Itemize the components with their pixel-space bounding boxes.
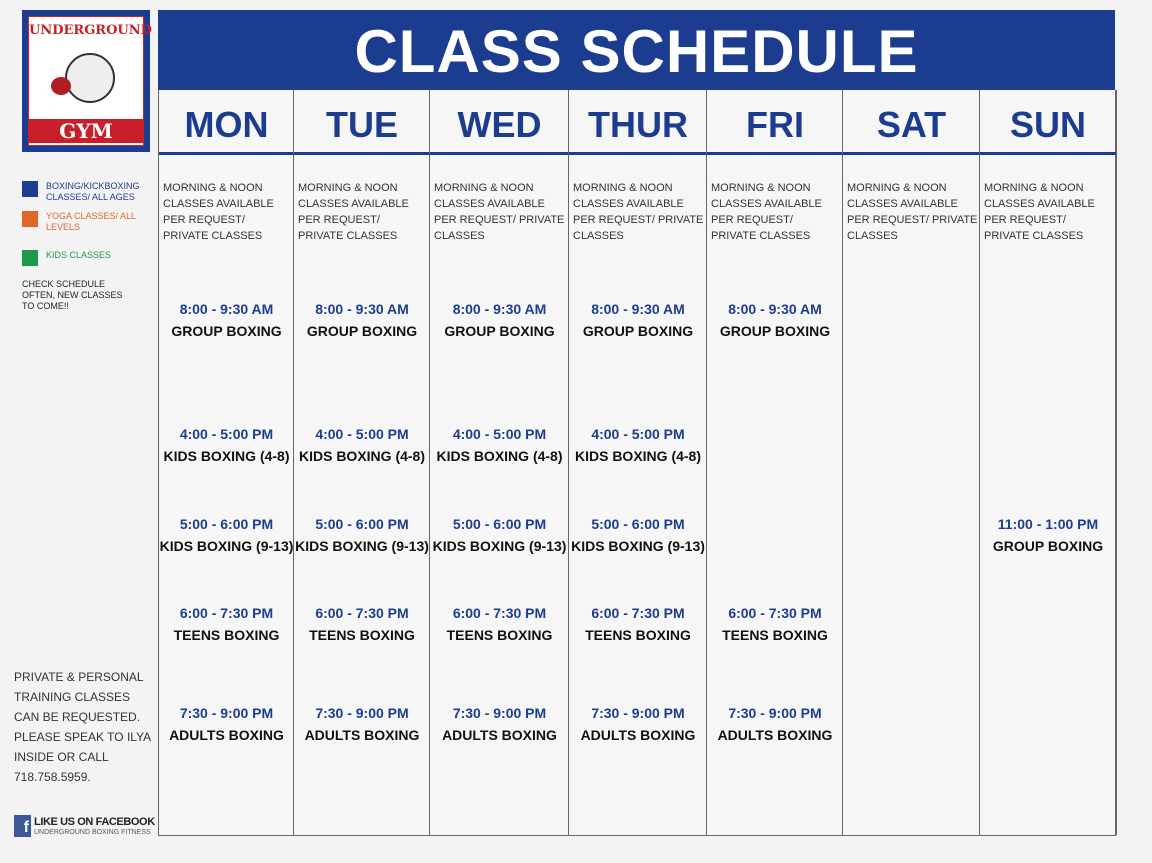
bear-icon bbox=[65, 53, 115, 103]
class-entry bbox=[294, 702, 430, 746]
class-time: 6:00 - 7:30 PM bbox=[179, 605, 274, 621]
legend-swatch bbox=[22, 211, 38, 227]
class-name: KIDS BOXING (4-8) bbox=[574, 448, 701, 464]
class-time: 4:00 - 5:00 PM bbox=[315, 426, 409, 442]
boxing-glove-icon bbox=[51, 77, 71, 95]
class-time: 7:30 - 9:00 PM bbox=[728, 705, 822, 721]
class-time: 7:30 - 9:00 PM bbox=[179, 705, 274, 721]
class-time: 6:00 - 7:30 PM bbox=[728, 605, 822, 621]
class-name: GROUP BOXING bbox=[306, 323, 418, 339]
facebook-icon: f bbox=[14, 815, 31, 837]
class-entry bbox=[294, 423, 430, 467]
day-column-mon bbox=[158, 90, 294, 835]
class-time: 5:00 - 6:00 PM bbox=[591, 516, 685, 532]
class-name: GROUP BOXING bbox=[719, 323, 831, 339]
class-entry bbox=[569, 513, 707, 557]
class-time: 6:00 - 7:30 PM bbox=[591, 605, 685, 621]
day-column-thur bbox=[568, 90, 707, 835]
class-time: 7:30 - 9:00 PM bbox=[591, 705, 685, 721]
class-entry bbox=[707, 298, 843, 342]
logo-bottom-text: GYM bbox=[29, 119, 143, 143]
check-schedule-note: CHECK SCHEDULE OFTEN, NEW CLASSES TO COME!! bbox=[22, 279, 123, 311]
class-name: KIDS BOXING (4-8) bbox=[163, 448, 290, 464]
day-header: SUN bbox=[980, 90, 1116, 155]
morning-classes-note: MORNING & NOON CLASSES AVAILABLE PER REQUEST/ PRIVATE CLASSES bbox=[434, 182, 565, 242]
class-time: 11:00 - 1:00 PM bbox=[997, 516, 1099, 532]
legend-label: YOGA CLASSES/ ALL LEVELS bbox=[46, 211, 136, 232]
class-name: TEENS BOXING bbox=[722, 627, 828, 643]
class-entry bbox=[159, 423, 294, 467]
class-entry bbox=[980, 513, 1116, 557]
day-header: TUE bbox=[294, 90, 430, 155]
class-entry bbox=[159, 602, 294, 646]
schedule-grid bbox=[158, 90, 1116, 836]
morning-classes-note: MORNING & NOON CLASSES AVAILABLE PER REQUEST/ PRIVATE CLASSES bbox=[573, 182, 704, 242]
class-time: 6:00 - 7:30 PM bbox=[452, 605, 547, 621]
class-entry bbox=[159, 513, 294, 557]
class-name: KIDS BOXING (9-13) bbox=[295, 538, 429, 554]
class-name: GROUP BOXING bbox=[582, 323, 694, 339]
class-time: 7:30 - 9:00 PM bbox=[452, 705, 547, 721]
class-name: KIDS BOXING (9-13) bbox=[571, 538, 705, 554]
class-entry bbox=[569, 702, 707, 746]
class-entry bbox=[569, 602, 707, 646]
class-name: TEENS BOXING bbox=[173, 627, 280, 643]
class-entry bbox=[569, 423, 707, 467]
class-entry bbox=[707, 702, 843, 746]
class-time: 5:00 - 6:00 PM bbox=[452, 516, 547, 532]
class-name: ADULTS BOXING bbox=[304, 727, 420, 743]
class-time: 8:00 - 9:30 AM bbox=[452, 301, 547, 317]
class-name: KIDS BOXING (9-13) bbox=[159, 538, 294, 554]
class-entry bbox=[430, 702, 569, 746]
class-name: KIDS BOXING (4-8) bbox=[436, 448, 563, 464]
morning-classes-note: MORNING & NOON CLASSES AVAILABLE PER REQUEST/ PRIVATE CLASSES bbox=[847, 182, 978, 242]
class-name: TEENS BOXING bbox=[309, 627, 415, 643]
class-entry bbox=[159, 298, 294, 342]
facebook-title: LIKE US ON FACEBOOK bbox=[34, 816, 155, 828]
day-header: FRI bbox=[707, 90, 843, 155]
class-name: GROUP BOXING bbox=[444, 323, 555, 339]
legend-swatch bbox=[22, 181, 38, 197]
day-header: SAT bbox=[843, 90, 980, 155]
class-entry bbox=[569, 298, 707, 342]
class-entry bbox=[707, 602, 843, 646]
morning-classes-note: MORNING & NOON CLASSES AVAILABLE PER REQUEST/ PRIVATE CLASSES bbox=[163, 182, 274, 242]
private-training-note: PRIVATE & PERSONAL TRAINING CLASSES CAN BE REQUESTED. PLEASE SPEAK TO ILYA INSIDE OR CALL 718.758.5959. bbox=[14, 670, 151, 784]
class-name: KIDS BOXING (9-13) bbox=[432, 538, 567, 554]
day-column-sat bbox=[842, 90, 980, 835]
day-column-fri bbox=[706, 90, 843, 835]
class-time: 5:00 - 6:00 PM bbox=[315, 516, 409, 532]
legend-item bbox=[22, 211, 162, 235]
facebook-link[interactable] bbox=[14, 815, 154, 841]
day-column-sun bbox=[979, 90, 1117, 835]
morning-classes-note: MORNING & NOON CLASSES AVAILABLE PER REQUEST/ PRIVATE CLASSES bbox=[711, 182, 822, 242]
class-name: TEENS BOXING bbox=[585, 627, 691, 643]
class-name: TEENS BOXING bbox=[446, 627, 553, 643]
class-time: 4:00 - 5:00 PM bbox=[452, 426, 547, 442]
class-time: 8:00 - 9:30 AM bbox=[179, 301, 274, 317]
legend-label: BOXING/KICKBOXING CLASSES/ ALL AGES bbox=[46, 181, 140, 202]
class-time: 8:00 - 9:30 AM bbox=[591, 301, 685, 317]
class-entry bbox=[294, 513, 430, 557]
class-entry bbox=[159, 702, 294, 746]
day-header: THUR bbox=[569, 90, 707, 155]
day-header: WED bbox=[430, 90, 569, 155]
morning-classes-note: MORNING & NOON CLASSES AVAILABLE PER REQUEST/ PRIVATE CLASSES bbox=[984, 182, 1095, 242]
legend-item bbox=[22, 250, 162, 274]
class-entry bbox=[430, 513, 569, 557]
class-entry bbox=[294, 298, 430, 342]
class-time: 8:00 - 9:30 AM bbox=[728, 301, 822, 317]
legend-label: KIDS CLASSES bbox=[46, 250, 112, 260]
class-time: 4:00 - 5:00 PM bbox=[179, 426, 274, 442]
logo-top-text: UNDERGROUND bbox=[29, 23, 152, 38]
class-name: ADULTS BOXING bbox=[169, 727, 284, 743]
legend-item bbox=[22, 181, 162, 205]
day-column-wed bbox=[429, 90, 569, 835]
gym-logo bbox=[22, 10, 150, 152]
page-title: CLASS SCHEDULE bbox=[158, 10, 1115, 90]
class-name: KIDS BOXING (4-8) bbox=[298, 448, 425, 464]
class-name: GROUP BOXING bbox=[992, 538, 1104, 554]
legend-swatch bbox=[22, 250, 38, 266]
class-name: ADULTS BOXING bbox=[717, 727, 833, 743]
class-time: 7:30 - 9:00 PM bbox=[315, 705, 409, 721]
class-time: 5:00 - 6:00 PM bbox=[179, 516, 274, 532]
class-time: 6:00 - 7:30 PM bbox=[315, 605, 409, 621]
morning-classes-note: MORNING & NOON CLASSES AVAILABLE PER REQUEST/ PRIVATE CLASSES bbox=[298, 182, 409, 242]
class-name: GROUP BOXING bbox=[171, 323, 282, 339]
class-time: 8:00 - 9:30 AM bbox=[315, 301, 409, 317]
class-entry bbox=[430, 298, 569, 342]
class-entry bbox=[430, 602, 569, 646]
class-name: ADULTS BOXING bbox=[580, 727, 696, 743]
class-entry bbox=[430, 423, 569, 467]
class-entry bbox=[294, 602, 430, 646]
class-time: 4:00 - 5:00 PM bbox=[591, 426, 685, 442]
facebook-subtitle: UNDERGROUND BOXING FITNESS bbox=[34, 829, 151, 836]
class-name: ADULTS BOXING bbox=[442, 727, 557, 743]
day-header: MON bbox=[159, 90, 294, 155]
day-column-tue bbox=[293, 90, 430, 835]
